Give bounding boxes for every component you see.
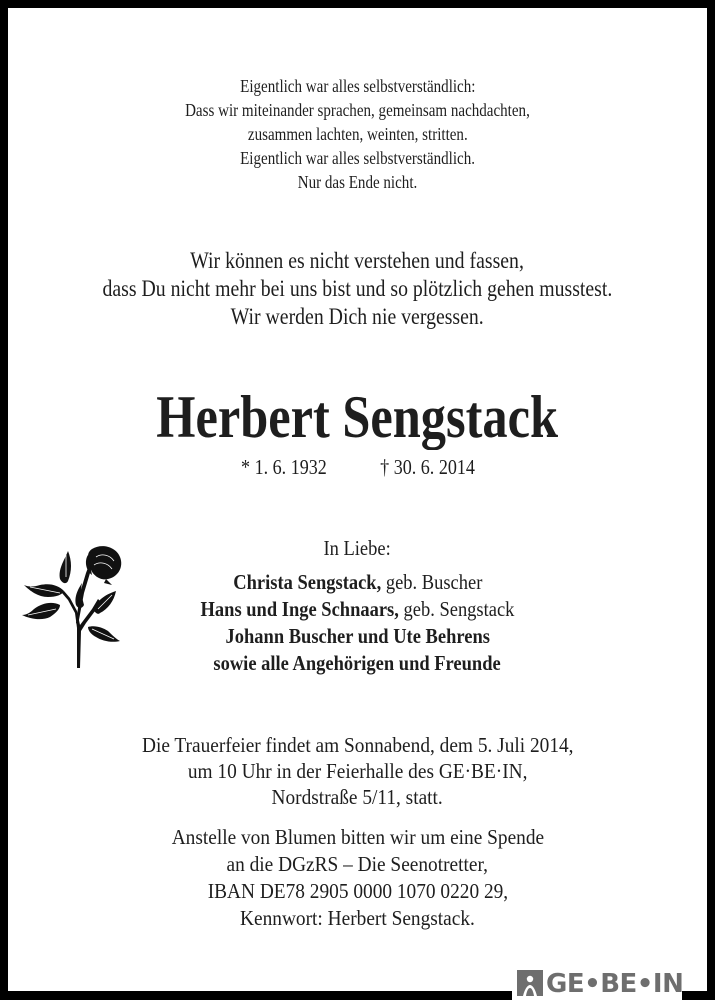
deceased-name: Herbert Sengstack [156, 384, 559, 450]
mourner-line: sowie alle Angehörigen und Freunde [213, 651, 502, 675]
poem-line: Eigentlich war alles selbstverständlich: [239, 76, 476, 96]
poem-line: Dass wir miteinander sprachen, gemeinsam nachdachten, [185, 100, 530, 120]
poem-line: Eigentlich war alles selbstverständlich. [240, 148, 475, 168]
poem-line: Nur das Ende nicht. [297, 172, 418, 192]
life-dates [0, 455, 715, 480]
gebein-logo-icon [517, 970, 543, 996]
ceremony-line: Nordstraße 5/11, statt. [271, 785, 444, 809]
donation-line: IBAN DE78 2905 0000 1070 0220 29, [207, 879, 508, 903]
mourner-line: Johann Buscher und Ute Behrens [225, 624, 490, 648]
bottom-border [8, 991, 512, 1000]
message-line: dass Du nicht mehr bei uns bist und so plötzlich gehen musstest. [102, 276, 613, 301]
birth-date: * 1. 6. 1932 [240, 455, 327, 479]
donation-line: an die DGzRS – Die Seenotretter, [226, 852, 489, 876]
message-line: Wir werden Dich nie vergessen. [230, 304, 485, 329]
donation-line: Kennwort: Herbert Sengstack. [240, 906, 475, 930]
mourners-intro: In Liebe: [323, 536, 392, 560]
poem-line: zusammen lachten, weinten, stritten. [247, 124, 468, 144]
death-date: † 30. 6. 2014 [379, 455, 475, 479]
mourner-line: Hans und Inge Schnaars, geb. Sengstack [200, 597, 515, 621]
ceremony-line: um 10 Uhr in der Feierhalle des GE·BE·IN, [187, 759, 528, 783]
donation-line: Anstelle von Blumen bitten wir um eine Spende [171, 825, 544, 849]
mourner-line: Christa Sengstack, geb. Buscher [232, 570, 483, 594]
ceremony-line: Die Trauerfeier findet am Sonnabend, dem 5. Juli 2014, [141, 733, 574, 757]
gebein-logo: GE•BE•IN [512, 964, 682, 1000]
message-line: Wir können es nicht verstehen und fassen, [190, 248, 525, 273]
